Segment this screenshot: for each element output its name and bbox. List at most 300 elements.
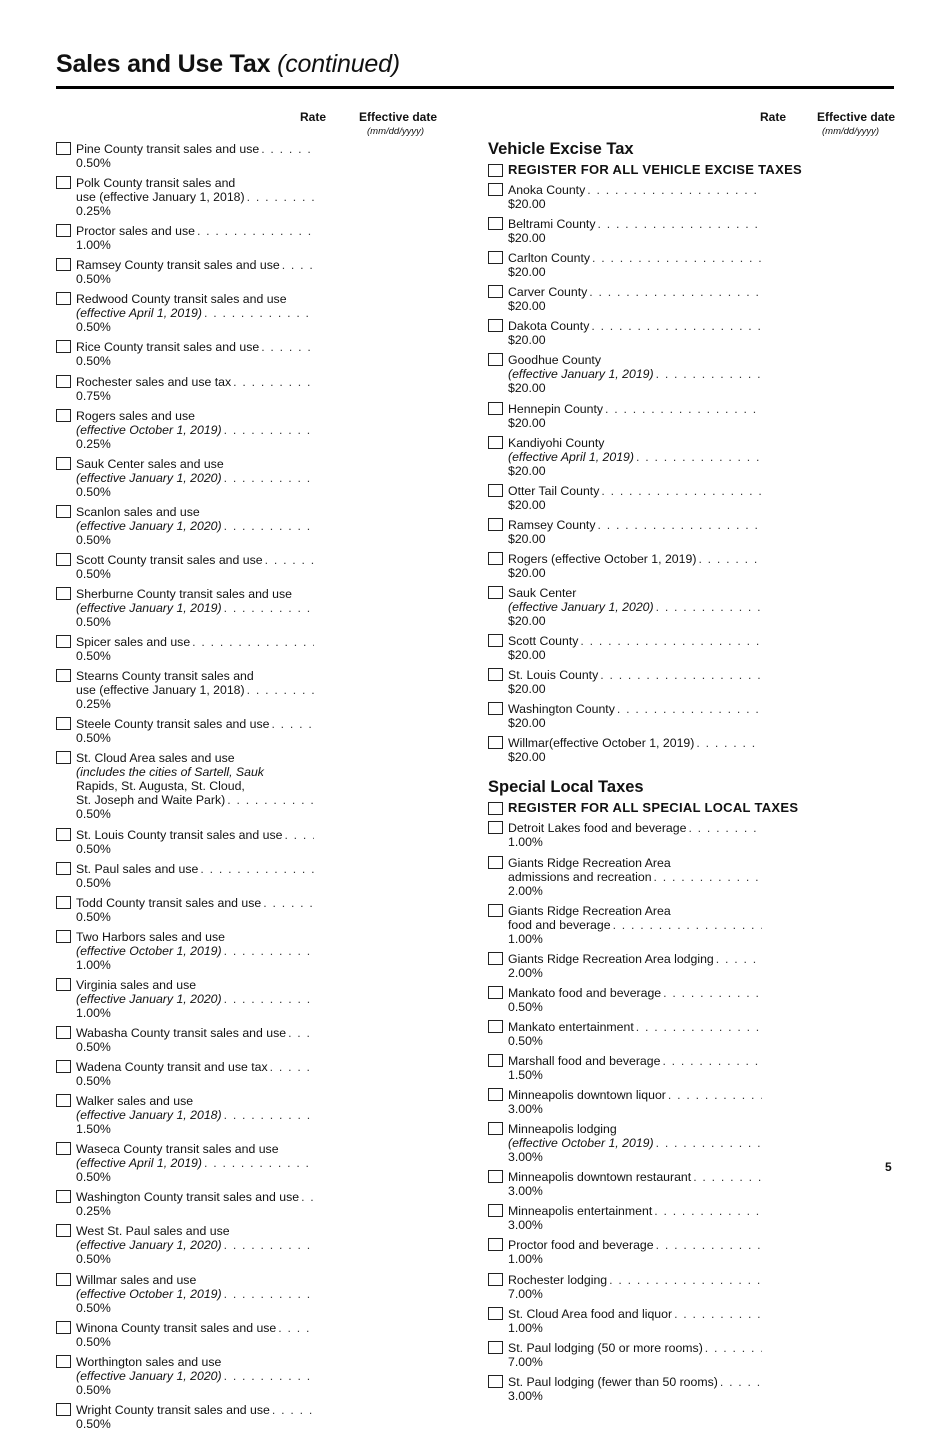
dot-leader	[247, 683, 314, 697]
tax-rate: 1.00%	[76, 957, 111, 972]
dot-leader	[617, 702, 762, 716]
tax-item-label	[76, 1190, 466, 1218]
dot-leader	[600, 668, 762, 682]
tax-rate: $20.00	[508, 497, 546, 512]
tax-rate: 2.00%	[508, 965, 543, 980]
tax-item-text-line: Anoka County	[508, 183, 586, 197]
tax-rate: 3.00%	[508, 1388, 543, 1403]
tax-rate: 0.50%	[76, 1334, 111, 1349]
tax-item-row[interactable]	[56, 505, 466, 547]
tax-rate: 1.00%	[76, 1005, 111, 1020]
tax-item-checkbox[interactable]	[488, 856, 503, 869]
tax-item-row[interactable]	[488, 904, 900, 946]
dot-leader	[609, 1273, 762, 1287]
tax-item-label	[76, 896, 466, 924]
tax-item-row[interactable]	[56, 1190, 466, 1218]
tax-item-label	[508, 856, 900, 898]
tax-item-row[interactable]	[56, 457, 466, 499]
tax-item-text-line: (includes the cities of Sartell, Sauk	[76, 765, 264, 780]
right-column-header	[488, 110, 900, 142]
tax-item-row[interactable]	[56, 862, 466, 890]
tax-item-checkbox[interactable]	[56, 176, 71, 189]
dot-leader	[271, 717, 314, 731]
tax-item-checkbox[interactable]	[488, 217, 503, 230]
tax-rate: 0.50%	[76, 566, 111, 581]
tax-item-label	[508, 353, 900, 395]
tax-item-checkbox[interactable]	[488, 1122, 503, 1135]
tax-item-text-line: Scanlon sales and use	[76, 504, 200, 519]
tax-item-row[interactable]	[488, 402, 900, 430]
dot-leader	[613, 918, 762, 932]
tax-item-text-line: St. Louis County transit sales and use	[76, 827, 283, 842]
tax-item-checkbox[interactable]	[56, 1094, 71, 1107]
special-register-checkbox[interactable]	[488, 802, 503, 815]
tax-item-label	[508, 904, 900, 946]
tax-rate: 0.50%	[76, 484, 111, 499]
tax-item-label	[508, 1122, 900, 1164]
tax-item-text-line: Beltrami County	[508, 217, 596, 232]
tax-item-row[interactable]	[56, 930, 466, 972]
tax-item-checkbox[interactable]	[488, 552, 503, 565]
tax-item-row[interactable]	[56, 553, 466, 581]
tax-item-checkbox[interactable]	[488, 702, 503, 715]
tax-item-row[interactable]	[56, 896, 466, 924]
tax-item-checkbox[interactable]	[488, 1170, 503, 1183]
tax-item-label	[76, 292, 466, 334]
tax-item-checkbox[interactable]	[488, 821, 503, 834]
tax-item-row[interactable]	[488, 821, 900, 849]
tax-item-checkbox[interactable]	[488, 586, 503, 599]
tax-item-row[interactable]	[56, 1403, 466, 1431]
tax-item-text-line: West St. Paul sales and use	[76, 1224, 230, 1239]
vehicle-register-checkbox[interactable]	[488, 164, 503, 177]
tax-item-label	[508, 1273, 900, 1301]
dot-leader	[224, 1369, 314, 1383]
tax-item-checkbox[interactable]	[56, 930, 71, 943]
tax-item-row[interactable]	[56, 587, 466, 629]
tax-rate: 0.50%	[76, 649, 111, 664]
dot-leader	[224, 423, 314, 437]
tax-item-checkbox[interactable]	[488, 353, 503, 366]
tax-item-row[interactable]	[488, 1204, 900, 1232]
tax-rate: 0.50%	[76, 1170, 111, 1185]
tax-item-text-line: Willmar(effective October 1, 2019)	[508, 736, 695, 751]
dot-leader	[227, 793, 314, 807]
tax-item-checkbox[interactable]	[488, 285, 503, 298]
tax-item-text-line: (effective April 1, 2019)	[76, 306, 202, 321]
tax-item-checkbox[interactable]	[56, 751, 71, 764]
tax-item-checkbox[interactable]	[56, 457, 71, 470]
dot-leader	[233, 375, 314, 389]
dot-leader	[688, 821, 762, 835]
tax-item-row[interactable]	[488, 586, 900, 628]
tax-item-checkbox[interactable]	[56, 978, 71, 991]
effective-date-header: Effective date	[359, 110, 438, 124]
tax-item-text-line: Goodhue County	[508, 353, 601, 368]
dot-leader	[656, 600, 762, 614]
tax-item-checkbox[interactable]	[488, 1204, 503, 1217]
tax-item-checkbox[interactable]	[56, 828, 71, 841]
dot-leader	[288, 1026, 314, 1040]
tax-item-text-line: Proctor food and beverage	[508, 1238, 654, 1253]
left-tax-list	[56, 142, 466, 1431]
right-column	[488, 110, 900, 1409]
dot-leader	[589, 285, 762, 299]
tax-item-label	[508, 518, 900, 546]
tax-item-text-line: (effective October 1, 2019)	[76, 422, 222, 437]
tax-item-row[interactable]	[488, 1088, 900, 1116]
tax-item-checkbox[interactable]	[56, 1224, 71, 1237]
tax-item-checkbox[interactable]	[56, 635, 71, 648]
tax-item-text-line: St. Louis County	[508, 668, 599, 683]
tax-item-text-line: (effective October 1, 2019)	[76, 1286, 222, 1301]
tax-item-label	[508, 1307, 900, 1335]
tax-item-checkbox[interactable]	[56, 292, 71, 305]
dot-leader	[270, 1060, 314, 1074]
tax-rate: 0.50%	[76, 807, 111, 822]
tax-item-checkbox[interactable]	[488, 1088, 503, 1101]
dot-leader	[656, 1136, 762, 1150]
dot-leader	[224, 992, 314, 1006]
dot-leader	[656, 1238, 762, 1252]
dot-leader	[636, 450, 762, 464]
tax-item-checkbox[interactable]	[488, 952, 503, 965]
tax-item-text-line: St. Paul lodging (50 or more rooms)	[508, 1340, 703, 1355]
tax-item-row[interactable]	[56, 828, 466, 856]
tax-item-row[interactable]	[56, 978, 466, 1020]
tax-item-checkbox[interactable]	[56, 1321, 71, 1334]
tax-item-text-line: Rogers sales and use	[76, 408, 195, 423]
dot-leader	[282, 258, 314, 272]
tax-item-checkbox[interactable]	[56, 505, 71, 518]
tax-item-label	[508, 1088, 900, 1116]
tax-item-label	[508, 1170, 900, 1198]
tax-rate: $20.00	[508, 333, 546, 348]
tax-item-checkbox[interactable]	[488, 1054, 503, 1067]
tax-item-label	[508, 1341, 900, 1369]
tax-item-text-line: Sauk Center sales and use	[76, 456, 224, 471]
tax-rate: 0.25%	[76, 1204, 111, 1219]
tax-item-row[interactable]	[56, 751, 466, 821]
tax-item-text-line: Proctor sales and use	[76, 224, 195, 239]
tax-item-checkbox[interactable]	[56, 587, 71, 600]
tax-item-row[interactable]	[56, 176, 466, 218]
tax-item-text-line: Sauk Center	[508, 586, 577, 601]
tax-item-text-line: Waseca County transit sales and use	[76, 1142, 279, 1157]
tax-item-text-line: (effective January 1, 2018)	[76, 1108, 222, 1123]
tax-item-label	[76, 669, 466, 711]
tax-item-checkbox[interactable]	[56, 409, 71, 422]
tax-item-row[interactable]	[56, 1224, 466, 1266]
tax-item-row[interactable]	[488, 952, 900, 980]
tax-rate: $20.00	[508, 463, 546, 478]
tax-rate: $20.00	[508, 682, 546, 697]
tax-item-row[interactable]	[488, 986, 900, 1014]
vehicle-register-row[interactable]	[488, 163, 900, 183]
tax-item-row[interactable]	[56, 224, 466, 252]
tax-rate: $20.00	[508, 381, 546, 396]
tax-item-checkbox[interactable]	[488, 904, 503, 917]
tax-item-text-line: Giants Ridge Recreation Area lodging	[508, 951, 714, 966]
tax-item-text-line: (effective October 1, 2019)	[508, 1136, 654, 1151]
tax-item-row[interactable]	[488, 518, 900, 546]
tax-item-checkbox[interactable]	[56, 1060, 71, 1073]
tax-item-row[interactable]	[56, 1060, 466, 1088]
tax-item-checkbox[interactable]	[56, 862, 71, 875]
tax-item-checkbox[interactable]	[488, 668, 503, 681]
tax-item-row[interactable]	[56, 258, 466, 286]
tax-item-text-line: use (effective January 1, 2018)	[76, 683, 245, 698]
tax-item-text-line: Scott County	[508, 634, 579, 649]
tax-item-checkbox[interactable]	[56, 717, 71, 730]
tax-item-checkbox[interactable]	[56, 258, 71, 271]
tax-rate: 7.00%	[508, 1286, 543, 1301]
dot-leader	[224, 471, 314, 485]
tax-item-row[interactable]	[488, 1122, 900, 1164]
tax-item-label	[508, 1020, 900, 1048]
tax-item-text-line: Virginia sales and use	[76, 977, 197, 992]
tax-item-row[interactable]	[56, 1321, 466, 1349]
tax-item-checkbox[interactable]	[56, 224, 71, 237]
tax-item-label	[76, 1355, 466, 1397]
tax-rate: 0.50%	[76, 1252, 111, 1267]
tax-item-label	[76, 1403, 466, 1431]
tax-rate: 0.50%	[76, 1074, 111, 1089]
tax-item-checkbox[interactable]	[56, 1403, 71, 1416]
tax-item-row[interactable]	[488, 1170, 900, 1198]
tax-item-row[interactable]	[488, 183, 900, 211]
tax-item-text-line: Wabasha County transit sales and use	[76, 1025, 287, 1040]
tax-rate: 0.50%	[508, 999, 543, 1014]
tax-item-text-line: (effective January 1, 2020)	[76, 470, 222, 485]
tax-rate: $20.00	[508, 197, 546, 211]
tax-item-label	[76, 142, 466, 170]
dot-leader	[720, 1375, 762, 1389]
tax-item-text-line: Giants Ridge Recreation Area	[508, 855, 671, 870]
date-format-hint: (mm/dd/yyyy)	[367, 126, 424, 137]
tax-rate: 0.50%	[76, 1416, 111, 1431]
tax-item-text-line: Spicer sales and use	[76, 635, 191, 650]
tax-item-text-line: (effective January 1, 2019)	[508, 367, 654, 382]
dot-leader	[654, 870, 762, 884]
tax-item-checkbox[interactable]	[56, 1355, 71, 1368]
dot-leader	[580, 634, 762, 648]
dot-leader	[668, 1088, 762, 1102]
tax-item-row[interactable]	[56, 1142, 466, 1184]
tax-rate: 0.50%	[76, 841, 111, 856]
tax-item-row[interactable]	[56, 1355, 466, 1397]
tax-item-label	[508, 1204, 900, 1232]
tax-item-row[interactable]	[488, 436, 900, 478]
tax-item-label	[76, 1060, 466, 1088]
tax-item-checkbox[interactable]	[488, 1273, 503, 1286]
tax-item-label	[76, 930, 466, 972]
tax-item-row[interactable]	[56, 1273, 466, 1315]
tax-item-text-line: Winona County transit sales and use	[76, 1320, 277, 1335]
tax-item-label	[76, 862, 466, 890]
tax-item-label	[76, 409, 466, 451]
tax-item-checkbox[interactable]	[488, 1307, 503, 1320]
tax-item-checkbox[interactable]	[56, 1142, 71, 1155]
tax-item-row[interactable]	[488, 668, 900, 696]
tax-item-checkbox[interactable]	[488, 251, 503, 264]
tax-item-text-line: Minneapolis downtown restaurant	[508, 1170, 692, 1185]
rate-header: Rate	[300, 110, 327, 124]
tax-item-label	[508, 1375, 900, 1403]
special-register-row[interactable]	[488, 801, 900, 821]
dot-leader	[597, 217, 762, 231]
tax-item-checkbox[interactable]	[488, 1341, 503, 1354]
tax-item-row[interactable]	[56, 409, 466, 451]
tax-item-row[interactable]	[488, 856, 900, 898]
tax-item-text-line: Polk County transit sales and	[76, 176, 236, 191]
tax-rate: 0.50%	[76, 272, 111, 287]
tax-item-row[interactable]	[488, 1020, 900, 1048]
tax-item-text-line: Stearns County transit sales and	[76, 669, 254, 684]
tax-item-row[interactable]	[56, 1094, 466, 1136]
tax-item-text-line: use (effective January 1, 2018)	[76, 190, 245, 205]
tax-item-checkbox[interactable]	[488, 402, 503, 415]
dot-leader	[224, 944, 314, 958]
tax-item-row[interactable]	[488, 1307, 900, 1335]
tax-item-checkbox[interactable]	[488, 986, 503, 999]
tax-item-label	[508, 634, 900, 662]
tax-item-row[interactable]	[488, 736, 900, 764]
tax-item-text-line: Hennepin County	[508, 401, 604, 416]
tax-item-checkbox[interactable]	[488, 319, 503, 332]
tax-item-label	[76, 635, 466, 663]
dot-leader	[605, 402, 762, 416]
tax-item-row[interactable]	[488, 285, 900, 313]
tax-item-row[interactable]	[488, 634, 900, 662]
tax-rate: $20.00	[508, 299, 546, 314]
tax-item-checkbox[interactable]	[56, 340, 71, 353]
tax-item-row[interactable]	[488, 217, 900, 245]
tax-item-row[interactable]	[488, 702, 900, 730]
tax-rate: 3.00%	[508, 1102, 543, 1117]
tax-item-row[interactable]	[488, 1375, 900, 1403]
tax-item-row[interactable]	[488, 353, 900, 395]
tax-item-text-line: St. Paul lodging (fewer than 50 rooms)	[508, 1374, 718, 1389]
tax-item-text-line: Minneapolis downtown liquor	[508, 1088, 666, 1103]
tax-item-checkbox[interactable]	[56, 1026, 71, 1039]
tax-rate: 0.50%	[76, 156, 111, 170]
tax-item-text-line: Sherburne County transit sales and use	[76, 587, 293, 602]
tax-item-checkbox[interactable]	[56, 1273, 71, 1286]
tax-rate: $20.00	[508, 565, 546, 580]
tax-item-row[interactable]	[56, 635, 466, 663]
tax-item-row[interactable]	[56, 375, 466, 403]
tax-item-row[interactable]	[56, 717, 466, 745]
tax-item-text-line: (effective January 1, 2020)	[76, 1368, 222, 1383]
tax-item-row[interactable]	[488, 1273, 900, 1301]
tax-item-checkbox[interactable]	[56, 669, 71, 682]
special-register-label: REGISTER FOR ALL SPECIAL LOCAL TAXES	[508, 800, 799, 816]
tax-item-checkbox[interactable]	[488, 634, 503, 647]
tax-item-checkbox[interactable]	[56, 896, 71, 909]
tax-item-label	[508, 986, 900, 1014]
tax-item-row[interactable]	[488, 251, 900, 279]
dot-leader	[265, 553, 314, 567]
tax-item-text-line: (effective January 1, 2020)	[76, 991, 222, 1006]
page-number: 5	[885, 1160, 892, 1174]
tax-rate: $20.00	[508, 415, 546, 430]
tax-rate: 1.50%	[76, 1122, 111, 1137]
tax-item-text-line: (effective January 1, 2019)	[76, 601, 222, 616]
tax-item-checkbox[interactable]	[488, 736, 503, 749]
tax-item-row[interactable]	[488, 1238, 900, 1266]
tax-rate: 0.25%	[76, 697, 111, 712]
tax-item-label	[508, 484, 900, 512]
tax-item-text-line: Washington County transit sales and use	[76, 1190, 300, 1205]
tax-item-label	[508, 702, 900, 730]
tax-item-text-line: St. Paul sales and use	[76, 861, 199, 876]
tax-item-checkbox[interactable]	[488, 484, 503, 497]
tax-item-checkbox[interactable]	[56, 1190, 71, 1203]
vehicle-register-label: REGISTER FOR ALL VEHICLE EXCISE TAXES	[508, 162, 803, 177]
tax-rate: 0.50%	[76, 731, 111, 746]
tax-item-row[interactable]	[488, 1341, 900, 1369]
tax-item-row[interactable]	[488, 319, 900, 347]
tax-item-row[interactable]	[56, 1026, 466, 1054]
dot-leader	[224, 1287, 314, 1301]
tax-item-text-line: Rapids, St. Augusta, St. Cloud,	[76, 779, 245, 794]
left-column	[56, 110, 466, 1437]
tax-rate: 1.50%	[508, 1067, 543, 1082]
tax-item-row[interactable]	[488, 1054, 900, 1082]
tax-item-checkbox[interactable]	[56, 375, 71, 388]
tax-item-text-line: (effective April 1, 2019)	[508, 449, 634, 464]
tax-item-text-line: Worthington sales and use	[76, 1354, 222, 1369]
tax-item-label	[76, 375, 466, 403]
tax-item-checkbox[interactable]	[56, 142, 71, 155]
tax-item-row[interactable]	[488, 484, 900, 512]
tax-item-text-line: Rochester lodging	[508, 1272, 608, 1287]
tax-item-checkbox[interactable]	[488, 436, 503, 449]
dot-leader	[662, 1054, 762, 1068]
tax-item-text-line: Steele County transit sales and use	[76, 717, 270, 732]
tax-item-checkbox[interactable]	[488, 1238, 503, 1251]
tax-item-checkbox[interactable]	[488, 183, 503, 196]
dot-leader	[261, 340, 314, 354]
tax-item-checkbox[interactable]	[488, 518, 503, 531]
tax-item-text-line: Carver County	[508, 285, 588, 300]
tax-rate: 0.50%	[76, 1039, 111, 1054]
tax-rate: 3.00%	[508, 1184, 543, 1199]
tax-item-text-line: Rochester sales and use tax	[76, 374, 232, 389]
tax-rate: 0.50%	[76, 1300, 111, 1315]
dot-leader	[200, 862, 314, 876]
tax-item-row[interactable]	[56, 669, 466, 711]
title-rule	[56, 86, 894, 89]
dot-leader	[224, 1238, 314, 1252]
tax-item-checkbox[interactable]	[488, 1020, 503, 1033]
dot-leader	[247, 190, 314, 204]
tax-item-label	[76, 1224, 466, 1266]
tax-rate: 0.50%	[76, 875, 111, 890]
tax-item-label	[508, 586, 900, 628]
dot-leader	[601, 484, 762, 498]
dot-leader	[263, 896, 314, 910]
tax-item-text-line: St. Cloud Area sales and use	[76, 751, 235, 766]
tax-item-checkbox[interactable]	[56, 553, 71, 566]
tax-item-row[interactable]	[56, 340, 466, 368]
tax-item-row[interactable]	[56, 142, 466, 170]
tax-item-row[interactable]	[56, 292, 466, 334]
tax-item-checkbox[interactable]	[488, 1375, 503, 1388]
left-column-header	[56, 110, 466, 142]
tax-item-row[interactable]	[488, 552, 900, 580]
